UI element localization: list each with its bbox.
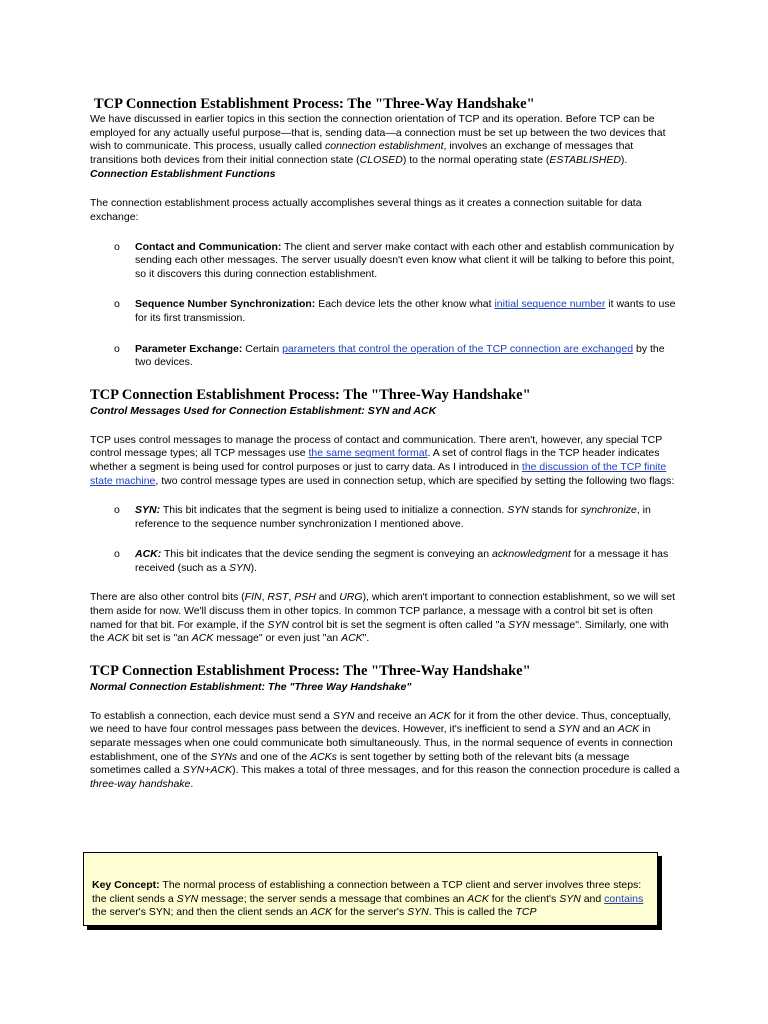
paragraph: There are also other control bits (FIN, RST, PSH and URG), which aren't important to connection establishment, so we will set them aside for now. We'll discuss them in other topics. In common TCP parlance, a message with a control bit set is often named for that bit. For example, if the SYN control bit is set the segment is often called "a SYN message". Similarly, one with the ACK bit set is "an ACK message" or even just "an ACK". bbox=[90, 591, 676, 645]
segment-format-link[interactable]: the same segment format bbox=[308, 447, 428, 460]
bullet-marker: o bbox=[114, 504, 120, 517]
section-heading: TCP Connection Establishment Process: The "Three-Way Handshake" bbox=[90, 386, 531, 403]
section-heading: TCP Connection Establishment Process: The "Three-Way Handshake" bbox=[94, 96, 535, 112]
subsection-heading: Connection Establishment Functions bbox=[90, 168, 276, 181]
paragraph: TCP uses control messages to manage the process of contact and communication. There aren't, however, any special TCP control message types; all TCP messages use the same segment format. A set of control flags in the TCP header indicates whether a segment is being used for control purposes or just to carry data. As I introduced in the discussion of the TCP finite state machine, two control message types are used in connection setup, which are specified by setting the following two flags: bbox=[90, 433, 675, 487]
list-item: o Contact and Communication: The client and server make contact with each other and establish communication by sending each other messages. The server usually doesn't even know what client it will be talking to before this point, so it discovers this during connection establishment. bbox=[114, 240, 675, 280]
list-item: o SYN: This bit indicates that the segment is being used to initialize a connection. SYN stands for synchronize, in reference to the sequence number synchronization I mentioned above. bbox=[114, 504, 651, 530]
key-concept-box bbox=[83, 852, 658, 926]
initial-sequence-number-link[interactable]: initial sequence number bbox=[494, 298, 606, 311]
subsection-heading: Control Messages Used for Connection Establishment: SYN and ACK bbox=[90, 404, 437, 417]
bullet-marker: o bbox=[114, 548, 120, 561]
contains-link[interactable]: contains bbox=[604, 892, 644, 905]
bullet-marker: o bbox=[114, 298, 120, 311]
key-concept-text: Key Concept: The normal process of establishing a connection between a TCP client and server involves three steps: the client sends a SYN message; the server sends a message that combines an ACK for the client's SYN and contains the server's SYN; and then the client sends an ACK for the server's SYN. This is called the TCP bbox=[92, 879, 644, 919]
bullet-marker: o bbox=[114, 342, 120, 355]
subsection-heading: Normal Connection Establishment: The "Three Way Handshake" bbox=[90, 680, 412, 693]
paragraph: The connection establishment process actually accomplishes several things as it creates a connection suitable for data exchange: bbox=[90, 197, 642, 223]
list-item: o Sequence Number Synchronization: Each device lets the other know what initial sequence number it wants to use for its first transmission. bbox=[114, 298, 676, 324]
tcp-parameters-link[interactable]: parameters that control the operation of the TCP connection are exchanged bbox=[282, 342, 634, 355]
bullet-list bbox=[90, 504, 680, 575]
bullet-marker: o bbox=[114, 240, 120, 253]
bullet-list bbox=[90, 241, 680, 370]
section-heading: TCP Connection Establishment Process: The "Three-Way Handshake" bbox=[90, 662, 531, 679]
document-content bbox=[90, 95, 680, 791]
list-item: o Parameter Exchange: Certain parameters that control the operation of the TCP connection are exchanged by the two devices. bbox=[114, 342, 665, 369]
intro-paragraph: We have discussed in earlier topics in this section the connection orientation of TCP and its operation. Before TCP can be employed for any actually useful purpose—that is, sending data—a connection must be set up between the two devices that wish to communicate. This process, usually called connection establishment, involves an exchange of messages that transitions both devices from their initial connection state (CLOSED) to the normal operating state (ESTABLISHED). bbox=[90, 113, 666, 166]
paragraph: To establish a connection, each device must send a SYN and receive an ACK for it from the other device. Thus, conceptually, we need to have four control messages pass between the devices. However, it's inefficient to send a SYN and an ACK in separate messages when one could communicate both simultaneously. Thus, in the normal sequence of events in connection establishment, one of the SYNs and one of the ACKs is sent together by setting both of the relevant bits (a message sometimes called a SYN+ACK). This makes a total of three messages, and for this reason the connection procedure is called a three-way handshake. bbox=[90, 709, 680, 790]
tcp-state-machine-link[interactable]: the discussion of the TCP finite state machine bbox=[90, 460, 667, 487]
list-item: o ACK: This bit indicates that the device sending the segment is conveying an acknowledgment for a message it has received (such as a SYN). bbox=[114, 548, 669, 574]
